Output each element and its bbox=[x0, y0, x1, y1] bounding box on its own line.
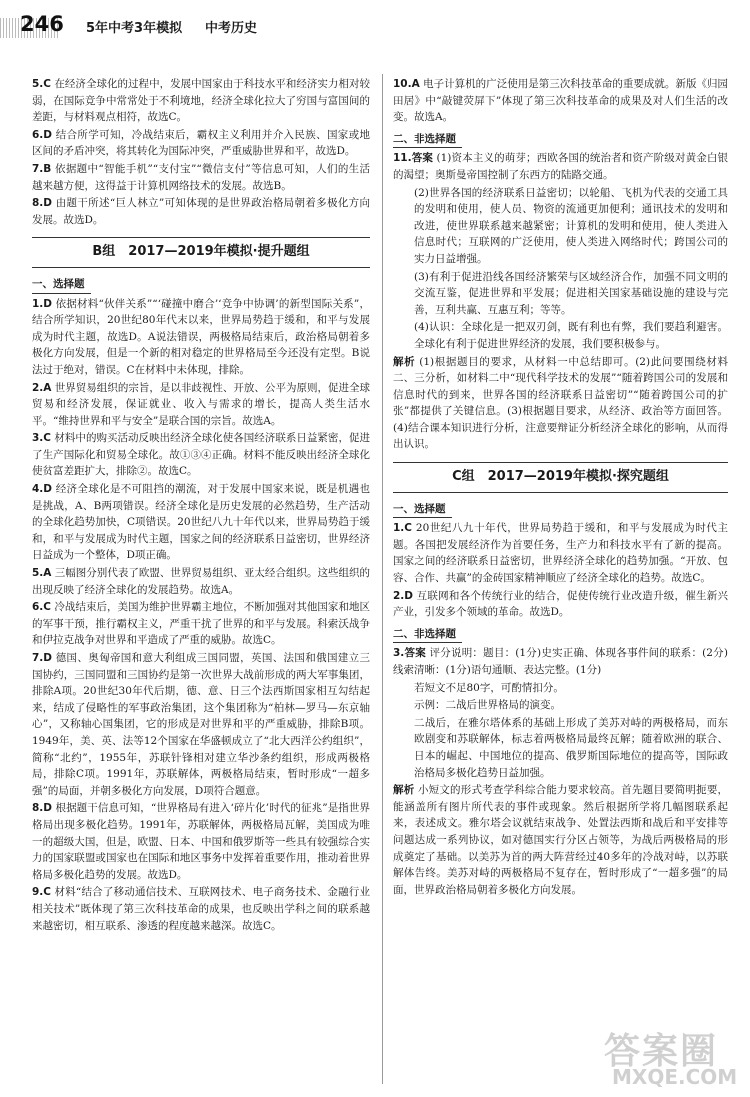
answer-item bbox=[32, 161, 370, 194]
answer-part: (3)有利于促进沿线各国经济繁荣与区域经济合作，加强不同文明的交流互鉴，促进世界和平发展；促进相关国家基础设施的建设与完善，互利共赢、互惠互利；等等。 bbox=[414, 270, 728, 316]
answer-number: 1.D bbox=[32, 297, 53, 310]
answer-number: 8.D bbox=[32, 197, 53, 210]
scoring-text: 评分说明：题目：(1分)史实正确、体现各事件间的联系：(2分)线索清晰：(1分)语句通顺、表达完整。(1分) bbox=[393, 647, 728, 676]
answer-item bbox=[32, 650, 370, 799]
answer-text: 材料中的购买活动反映出经济全球化使各国经济联系日益紧密，促进了生产国际化和贸易全球化。故①③④正确。材料不能反映出经济全球化使贫富差距扩大，排除②。故选C。 bbox=[32, 432, 370, 478]
answer-part: (2)世界各国的经济联系日益密切；以轮船、飞机为代表的交通工具的发明和使用，使人员、物资的流通更加便利；通讯技术的发明和改进，使世界联系越来越紧密；计算机的发明和使用，使人类进入信息时代；互联网的广泛使用，使人类进入网络时代；跨国公司的实力日益增强。 bbox=[414, 186, 728, 265]
analysis-text: (1)根据题目的要求，从材料一中总结即可。(2)此问要围绕材料二、三分析，如材料二中“现代科学技术的发展”“随着跨国公司的发展和信息时代的到来，世界各国的经济联系日益密切”“随着跨国公司的扩张”都提供了关键信息。(3)根据题目要求，从经济、政治等方面回答。(4)结合课本知识进行分析，注意要辩证分析经济全球化的影响，从而得出认识。 bbox=[393, 355, 729, 451]
answer-item bbox=[393, 645, 728, 678]
answer-text: 依据材料“伙伴关系”“‘碰撞中磨合’‘竞争中协调’的新型国际关系”，结合所学知识，20世纪80年代末以来，世界局势趋于缓和，和平与发展成为时代主题，故选D。A说法错误，两极格局结束后，政治格局朝着多极化方向发展，但是一个新的相对稳定的世界格局至今还没有定型。B说法过于绝对，错误。C在材料中未体现，排除。 bbox=[32, 297, 370, 376]
answer-item bbox=[32, 599, 370, 649]
answer-number: 6.C bbox=[32, 601, 52, 614]
answer-item bbox=[32, 884, 370, 934]
essay-text: 二战后，在雅尔塔体系的基础上形成了美苏对峙的两极格局，而东欧剧变和苏联解体，标志着两极格局最终瓦解；随着欧洲的联合、日本的崛起、中国地位的提高、俄罗斯国际地位的提高等，国际政治格局多极化趋势日益加强。 bbox=[414, 716, 728, 779]
answer-item bbox=[393, 520, 728, 586]
answer-number: 2.A bbox=[32, 381, 52, 394]
answer-number: 8.D bbox=[32, 802, 53, 815]
answer-item bbox=[393, 588, 728, 621]
answer-text: 20世纪八九十年代，世界局势趋于缓和，和平与发展成为时代主题。各国把发展经济作为首要任务，生产力和科技水平有了新的提高。国家之间的经济联系日益密切，世界经济全球化的趋势加强。“开放、包容、合作、共赢”的金砖国家精神顺应了经济全球化的趋势。故选C。 bbox=[393, 522, 728, 585]
analysis-text: 小短文的形式考查学科综合能力要求较高。首先题目要简明扼要，能涵盖所有图片所代表的事件或现象。然后根据所学将几幅图联系起来，表述成文。雅尔塔会议就结束战争、处置法西斯和战后和平安排等问题达成一系列协议，如对德国实行分区占领等，为战后两极格局的形成奠定了基础。以美苏为首的两大阵营经过40多年的冷战对峙，以苏联解体告终。美苏对峙的两极格局不复存在，暂时形成了“一超多强”的局面，世界政治格局朝着多极化方向发展。 bbox=[393, 784, 729, 896]
answer-text: 结合所学可知，冷战结束后，霸权主义利用并介入民族、国家或地区间的矛盾冲突，将其转化为国际冲突，严重威胁世界和平，故选D。 bbox=[32, 128, 370, 158]
answer-item bbox=[32, 481, 370, 564]
answer-item bbox=[32, 296, 370, 379]
right-column bbox=[393, 76, 728, 899]
answer-number: 5.C bbox=[32, 78, 52, 90]
answer-text: 德国、奥匈帝国和意大利组成三国同盟，英国、法国和俄国建立三国协约，三国同盟和三国协约是第一次世界大战前形成的两大军事集团，排除A项。20世纪30年代后期，德、意、日三个法西斯国家相互勾结起来，结成了侵略性的军事政治集团，这个集团称为“柏林—罗马—东京轴心”，又称轴心国集团，它的形成是对世界和平的严重威胁，排除B项。1949年，美、英、法等12个国家在华盛顿成立了“北大西洋公约组织”，简称“北约”，1955年，苏联针锋相对建立华沙条约组织，形成两极格局，排除C项。1991年，苏联解体，两极格局结束，暂时形成“一超多强”的局面，并朝多极化方向发展，D项符合题意。 bbox=[32, 652, 370, 797]
example-text: 示例：二战后世界格局的演变。 bbox=[414, 699, 561, 712]
left-column bbox=[32, 76, 370, 935]
section-heading: 一、选择题 bbox=[32, 276, 91, 294]
answer-part: (4)认识：全球化是一把双刃剑，既有利也有弊，我们要趋利避害。全球化有利于促进世界经济的发展，我们要积极参与。 bbox=[414, 321, 728, 350]
answer-text: 在经济全球化的过程中，发展中国家由于科技水平和经济实力相对较弱，在国际竞争中常常处于不利境地，经济全球化拉大了穷国与富国间的差距，与材料观点相符，故选C。 bbox=[32, 78, 370, 124]
answer-text: 电子计算机的广泛使用是第三次科技革命的重要成就。新版《归园田居》中“敲键荧屏下”体现了第三次科技革命的成果及对人们生活的改变。故选A。 bbox=[393, 78, 728, 124]
page-header bbox=[0, 0, 750, 40]
subject-title: 中考历史 bbox=[205, 21, 258, 36]
answer-number: 7.B bbox=[32, 162, 52, 175]
group-c-title: C组 2017—2019年模拟·探究题组 bbox=[393, 462, 728, 493]
answer-number: 5.A bbox=[32, 567, 52, 580]
answer-text: 根据题干信息可知，“世界格局有进入‘碎片化’时代的征兆”是指世界格局出现多极化趋势。1991年，苏联解体，两极格局瓦解，美国成为唯一的超级大国，但是，欧盟、日本、中国和俄罗斯等一些具有较强综合实力的国家联盟或国家也在国际和地区事务中发挥着重要作用，推动着世界格局多极化趋势的发展。故选D。 bbox=[32, 802, 370, 881]
analysis-label: 解析 bbox=[393, 355, 416, 368]
group-b-title: B组 2017—2019年模拟·提升题组 bbox=[32, 237, 370, 268]
book-title: 5年中考3年模拟 bbox=[86, 21, 183, 36]
watermark-logo bbox=[594, 1019, 744, 1095]
watermark-text: 答案圈 bbox=[604, 1031, 719, 1072]
answer-text: 材料“结合了移动通信技术、互联网技术、电子商务技术、金融行业相关技术”既体现了第三次科技革命的成果，也反映出学科之间的联系越来越密切，相互联系、渗透的程度越来越深。故选C。 bbox=[32, 886, 370, 932]
answer-text: 冷战结束后，美国为维护世界霸主地位，不断加强对其他国家和地区的军事干预，推行霸权主义，严重干扰了世界的和平与发展。科索沃战争和伊拉克战争对世界和平造成了严重的威胁。故选C。 bbox=[32, 601, 370, 647]
answer-number: 1.C bbox=[393, 522, 413, 535]
column-divider bbox=[382, 74, 383, 1084]
answer-item bbox=[32, 430, 370, 480]
answer-number: 10.A bbox=[393, 78, 420, 90]
answer-item bbox=[32, 565, 370, 598]
answer-text: 世界贸易组织的宗旨，是以非歧视性、开放、公平为原则，促进全球贸易和经济发展，保证就业、收入与需求的增长，提高人类生活水平。“维持世界和平与安全”是联合国的宗旨。故选A。 bbox=[32, 381, 371, 427]
answer-text: 依据题中“智能手机”“支付宝”“微信支付”等信息可知，人们的生活越来越方便，这得益于计算机网络技术的发展。故选B。 bbox=[32, 162, 370, 192]
answer-number: 9.C bbox=[32, 886, 52, 899]
answer-item bbox=[32, 195, 370, 228]
answer-text: 由题干所述“巨人林立”可知体现的是世界政治格局朝着多极化方向发展。故选D。 bbox=[32, 197, 370, 226]
answer-item bbox=[393, 150, 728, 183]
answer-number: 3.C bbox=[32, 432, 52, 445]
group-b-items bbox=[32, 296, 370, 935]
answer-number: 4.D bbox=[32, 483, 53, 496]
analysis bbox=[393, 354, 728, 454]
answer-item bbox=[393, 76, 728, 126]
section-heading: 二、非选择题 bbox=[393, 131, 462, 149]
answer-label: 3.答案 bbox=[393, 647, 426, 660]
note-text: 若短文不足80字，可酌情扣分。 bbox=[414, 681, 564, 694]
answer-item bbox=[32, 127, 370, 160]
answer-label: 11.答案 bbox=[393, 152, 434, 165]
section-heading: 二、非选择题 bbox=[393, 626, 462, 644]
analysis-label: 解析 bbox=[393, 784, 415, 797]
answer-part: (1)资本主义的萌芽；西欧各国的统治者和资产阶级对黄金白银的渴望；奥斯曼帝国控制了东西方的陆路交通。 bbox=[393, 152, 729, 181]
answer-number: 7.D bbox=[32, 652, 53, 664]
answer-text: 三幅图分别代表了欧盟、世界贸易组织、亚太经合组织。这些组织的出现反映了经济全球化的发展趋势。故选A。 bbox=[32, 567, 371, 596]
answer-number: 2.D bbox=[393, 589, 414, 602]
answer-item bbox=[32, 800, 370, 883]
answer-item bbox=[32, 380, 370, 430]
answer-number: 6.D bbox=[32, 128, 53, 141]
answer-text: 互联网和各个传统行业的结合，促使传统行业改造升级，催生新兴产业，引发多个领域的革命。故选D。 bbox=[393, 589, 729, 619]
answer-text: 经济全球化是不可阻挡的潮流，对于发展中国家来说，既是机遇也是挑战，A、B两项错误。经济全球化是历史发展的必然趋势，生产活动的全球化趋势加快，C项错误。20世纪八九十年代以来，世界局势趋于缓和，和平与发展成为时代主题，国家之间的经济联系日益密切，世界经济日益成为一个整体，D项正确。 bbox=[32, 483, 370, 562]
page-number: 246 bbox=[20, 12, 64, 36]
answer-item bbox=[32, 76, 370, 126]
watermark-url: MXQE.COM bbox=[612, 1065, 738, 1089]
section-heading: 一、选择题 bbox=[393, 501, 452, 519]
analysis bbox=[393, 782, 728, 898]
group-a-tail bbox=[32, 76, 370, 228]
